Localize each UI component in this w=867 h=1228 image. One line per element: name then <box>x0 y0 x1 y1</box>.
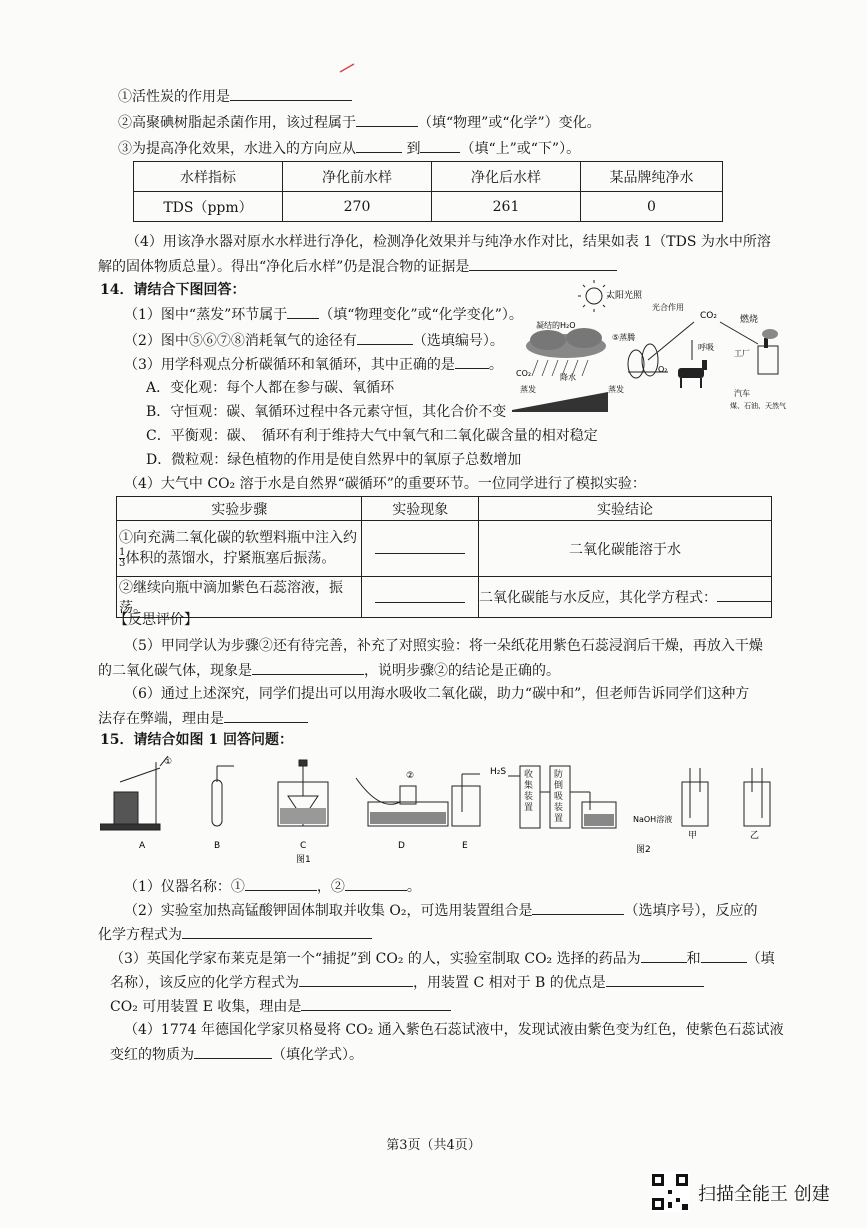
rain-label: 降水 <box>560 373 576 382</box>
frac-den: 3 <box>119 558 126 569</box>
label-d: D <box>398 841 405 851</box>
q13-line1 <box>118 86 352 107</box>
exp-r2-step: ②继续向瓶中滴加紫色石蕊溶液，振荡。 <box>117 577 362 618</box>
exp-r1-phen[interactable] <box>362 521 479 577</box>
q13-line3 <box>118 138 580 159</box>
q15-l3a: （3）英国化学家布莱克是第一个“捕捉”到 CO₂ 的人，实验室制取 CO₂ 选择的药品为 <box>110 951 641 967</box>
breath-label: 呼吸 <box>698 343 714 352</box>
period: 。 <box>488 357 503 373</box>
q15-l1a: （1）仪器名称：① <box>124 879 245 895</box>
q14-reflect <box>114 610 198 630</box>
p5b-text: 的二氧化碳气体，现象是 <box>98 663 252 679</box>
q14-optC <box>146 426 598 446</box>
r2-conc-text: 二氧化碳能与水反应，其化学方程式： <box>479 590 717 606</box>
q15-l3c: （填 <box>746 951 775 967</box>
q15-line4 <box>124 1020 784 1040</box>
q14-optB <box>146 402 506 422</box>
ocean-shape <box>512 392 608 412</box>
label-e: E <box>462 841 468 851</box>
label-n1: ① <box>164 757 173 767</box>
blank[interactable] <box>717 587 771 602</box>
label-a: A <box>139 841 146 851</box>
blank[interactable] <box>182 924 372 939</box>
q15-l4c: （填化学式）。 <box>272 1047 363 1063</box>
blank[interactable] <box>420 138 460 153</box>
exp-th-phen: 实验现象 <box>362 497 479 521</box>
collect-label: 收集装置 <box>524 770 534 813</box>
q13-p4b <box>98 256 617 277</box>
blank[interactable] <box>375 588 465 603</box>
reflect-text: 【反思评价】 <box>114 612 198 628</box>
q14-l2a: （2）图中⑤⑥⑦⑧消耗氧气的途径有 <box>124 333 357 349</box>
fuels-label: 煤、石油、天然气 <box>730 402 786 410</box>
apparatus-d <box>356 778 448 826</box>
blank[interactable] <box>345 876 407 891</box>
q15-l4b: 变红的物质为 <box>110 1047 194 1063</box>
q14-p6b <box>98 708 308 729</box>
q15-l2b: （选填序号），反应的 <box>624 903 758 919</box>
tree-icon <box>628 344 658 378</box>
q13-l3c: （填“上”或“下”）。 <box>460 141 581 157</box>
q13-p4b-text: 解的固体物质总量）。得出“净化后水样”仍是混合物的证据是 <box>98 259 470 275</box>
optB-text: B．守恒观：碳、氧循环过程中各元素守恒，其化合价不变 <box>146 404 507 420</box>
evap1-label: 蒸发 <box>520 385 536 394</box>
q14-p4 <box>124 474 646 494</box>
transp-label: ⑤蒸腾 <box>612 333 636 342</box>
tds-table <box>133 161 723 222</box>
r1-step-b: 体积的蒸馏水，拧紧瓶塞后振荡。 <box>125 550 336 567</box>
blank[interactable] <box>606 972 704 987</box>
q14-line1 <box>124 304 523 325</box>
exp-th-conc: 实验结论 <box>479 497 772 521</box>
scanner-watermark: 扫描全能王 创建 <box>698 1184 830 1205</box>
blank[interactable] <box>455 354 489 369</box>
blank[interactable] <box>301 996 451 1011</box>
factory-icon <box>758 329 778 374</box>
evap2-label: 蒸发 <box>608 385 624 394</box>
co2-top-label: CO₂ <box>700 311 717 321</box>
optC-text: C．平衡观：碳、 循环有利于维持大气中氧气和二氧化碳含量的相对稳定 <box>146 428 598 444</box>
td-index: TDS（ppm） <box>134 192 283 222</box>
p6a-text: （6）通过上述深究，同学们提出可以用海水吸收二氧化碳，助力“碳中和”，但老师告诉同学们这种方 <box>124 686 750 702</box>
label-b: B <box>214 841 221 851</box>
q13-l3b: 到 <box>406 141 421 157</box>
jia-label: 甲 <box>688 831 698 841</box>
q14-title-text: 14．请结合下图回答： <box>100 282 246 298</box>
bottle-jia <box>682 768 708 826</box>
q15-l1c: 。 <box>406 879 421 895</box>
q15-l3d: 名称），该反应的化学方程式为 <box>110 975 299 991</box>
sun-label: 太阳光照 <box>606 291 643 301</box>
blank[interactable] <box>701 948 747 963</box>
carbon-cycle-diagram <box>508 280 808 416</box>
optD-text: D．微粒观：绿色植物的作用是使自然界中的氧原子总数增加 <box>146 452 522 468</box>
blank[interactable] <box>469 256 617 271</box>
water-label: 凝结的H₂O <box>536 321 576 330</box>
o2-label: O₂ <box>658 365 668 374</box>
th-pure: 某品牌纯净水 <box>581 162 723 192</box>
td-after: 261 <box>432 192 581 222</box>
p6b-text: 法存在弊端，理由是 <box>98 711 224 727</box>
pen-mark <box>338 60 358 76</box>
q15-line1 <box>124 876 421 897</box>
apparatus-e <box>452 774 480 826</box>
goat-icon <box>678 360 707 388</box>
fig2-label: 图2 <box>636 845 651 855</box>
q14-optD <box>146 450 521 470</box>
qr-code-icon <box>650 1172 690 1212</box>
q15-line2c <box>98 924 372 945</box>
page-footer: 第3页（共4页） <box>386 1138 481 1153</box>
q15-l3b: 和 <box>686 951 701 967</box>
q13-l2b: （填“物理”或“化学”）变化。 <box>418 115 601 131</box>
r1-step-a: ①向充满二氧化碳的软塑料瓶中注入约 <box>119 530 357 546</box>
q15-line4b <box>110 1044 363 1065</box>
blank[interactable] <box>641 948 687 963</box>
q15-title <box>100 730 293 750</box>
blank[interactable] <box>357 330 413 345</box>
q15-line2 <box>124 900 757 921</box>
td-before: 270 <box>283 192 432 222</box>
blank[interactable] <box>224 708 308 723</box>
q14-line2 <box>124 330 504 351</box>
p5a-text: （5）甲同学认为步骤②还有待完善，补充了对照实验：将一朵纸花用紫色石蕊浸润后干燥，再放入干燥 <box>124 638 763 654</box>
h2s-label: H₂S <box>490 767 507 777</box>
q15-l3e: ，用装置 C 相对于 B 的优点是 <box>413 975 606 991</box>
q13-p4a-text: （4）用该净水器对原水水样进行净化，检测净化效果并与纯净水作对比，结果如表 1（TDS 为水中所溶 <box>126 234 771 250</box>
optA-text: A．变化观：每个人都在参与碳、氧循环 <box>146 380 395 396</box>
burn-label: 燃烧 <box>740 315 759 325</box>
blank[interactable] <box>194 1044 272 1059</box>
cloud-icon <box>526 328 606 358</box>
th-index: 水样指标 <box>134 162 283 192</box>
blank[interactable] <box>356 112 418 127</box>
q15-l4a: （4）1774 年德国化学家贝格曼将 CO₂ 通入紫色石蕊试液中，发现试液由紫色变为红色，使紫色石蕊试液 <box>124 1022 784 1038</box>
blank[interactable] <box>532 900 624 915</box>
q15-line3b <box>110 972 704 993</box>
yi-label: 乙 <box>750 831 760 841</box>
label-c: C <box>300 841 307 851</box>
q13-p4a <box>126 232 771 252</box>
bottle-yi <box>744 768 770 826</box>
q14-p6a <box>124 684 749 704</box>
blank[interactable] <box>356 138 402 153</box>
frac-num: 1 <box>119 547 126 558</box>
experiment-table <box>116 496 772 618</box>
q14-l1b: （1）图中“蒸发”环节属于 <box>124 307 288 323</box>
th-before: 净化前水样 <box>283 162 432 192</box>
blank[interactable] <box>245 876 317 891</box>
q15-l2a: （2）实验室加热高锰酸钾固体制取并收集 O₂，可选用装置组合是 <box>124 903 533 919</box>
td-pure: 0 <box>581 192 723 222</box>
q15-l2c: 化学方程式为 <box>98 927 182 943</box>
apparatus-c <box>278 760 328 826</box>
q15-l3f: CO₂ 可用装置 E 收集，理由是 <box>110 999 302 1015</box>
exp-r2-phen[interactable] <box>362 577 479 618</box>
q14-p4-text: （4）大气中 CO₂ 溶于水是自然界“碳循环”的重要环节。一位同学进行了模拟实验： <box>124 476 646 492</box>
q15-l1b: ，② <box>316 879 345 895</box>
p5c-text: ，说明步骤②的结论是正确的。 <box>364 663 560 679</box>
q13-l2a: ②高聚碘树脂起杀菌作用，该过程属于 <box>118 115 356 131</box>
fig1-label: 图1 <box>296 855 311 864</box>
exp-th-step: 实验步骤 <box>117 497 362 521</box>
naoh-label: NaOH溶液 <box>633 815 673 824</box>
factory-label: 工厂 <box>734 349 750 358</box>
q14-l2b: （选填编号）。 <box>412 333 504 349</box>
q14-title <box>100 280 245 300</box>
blank[interactable] <box>230 86 352 101</box>
q14-p5a <box>124 636 763 656</box>
q15-line3c <box>110 996 451 1017</box>
blank[interactable] <box>299 972 413 987</box>
anti-label: 防倒吸装置 <box>554 770 564 824</box>
label-n2: ② <box>406 771 415 781</box>
apparatus-b <box>212 766 234 826</box>
blank[interactable] <box>287 304 319 319</box>
exp-r2-conc <box>479 577 772 618</box>
q15-title-text: 15．请结合如图 1 回答问题： <box>100 732 293 748</box>
q14-optA <box>146 378 394 398</box>
q15-line3 <box>110 948 775 969</box>
q14-p5b <box>98 660 560 681</box>
q14-line3 <box>124 354 503 375</box>
co2-left-label: CO₂ <box>516 369 532 378</box>
apparatus-figure <box>100 752 790 864</box>
q13-l1-text: ①活性炭的作用是 <box>118 89 230 105</box>
car-label: 汽车 <box>734 389 750 398</box>
q13-l3a: ③为提高净化效果，水进入的方向应从 <box>118 141 356 157</box>
th-after: 净化后水样 <box>432 162 581 192</box>
q14-l3a: （3）用学科观点分析碳循环和氧循环，其中正确的是 <box>124 357 455 373</box>
exp-r1-step <box>117 521 362 577</box>
blank[interactable] <box>252 660 364 675</box>
blank[interactable] <box>375 539 465 554</box>
exp-r1-conc: 二氧化碳能溶于水 <box>479 521 772 577</box>
photo-label: 光合作用 <box>652 303 684 312</box>
apparatus-a <box>100 756 168 830</box>
q14-l1c: （填“物理变化”或“化学变化”）。 <box>319 307 523 323</box>
q13-line2 <box>118 112 601 133</box>
